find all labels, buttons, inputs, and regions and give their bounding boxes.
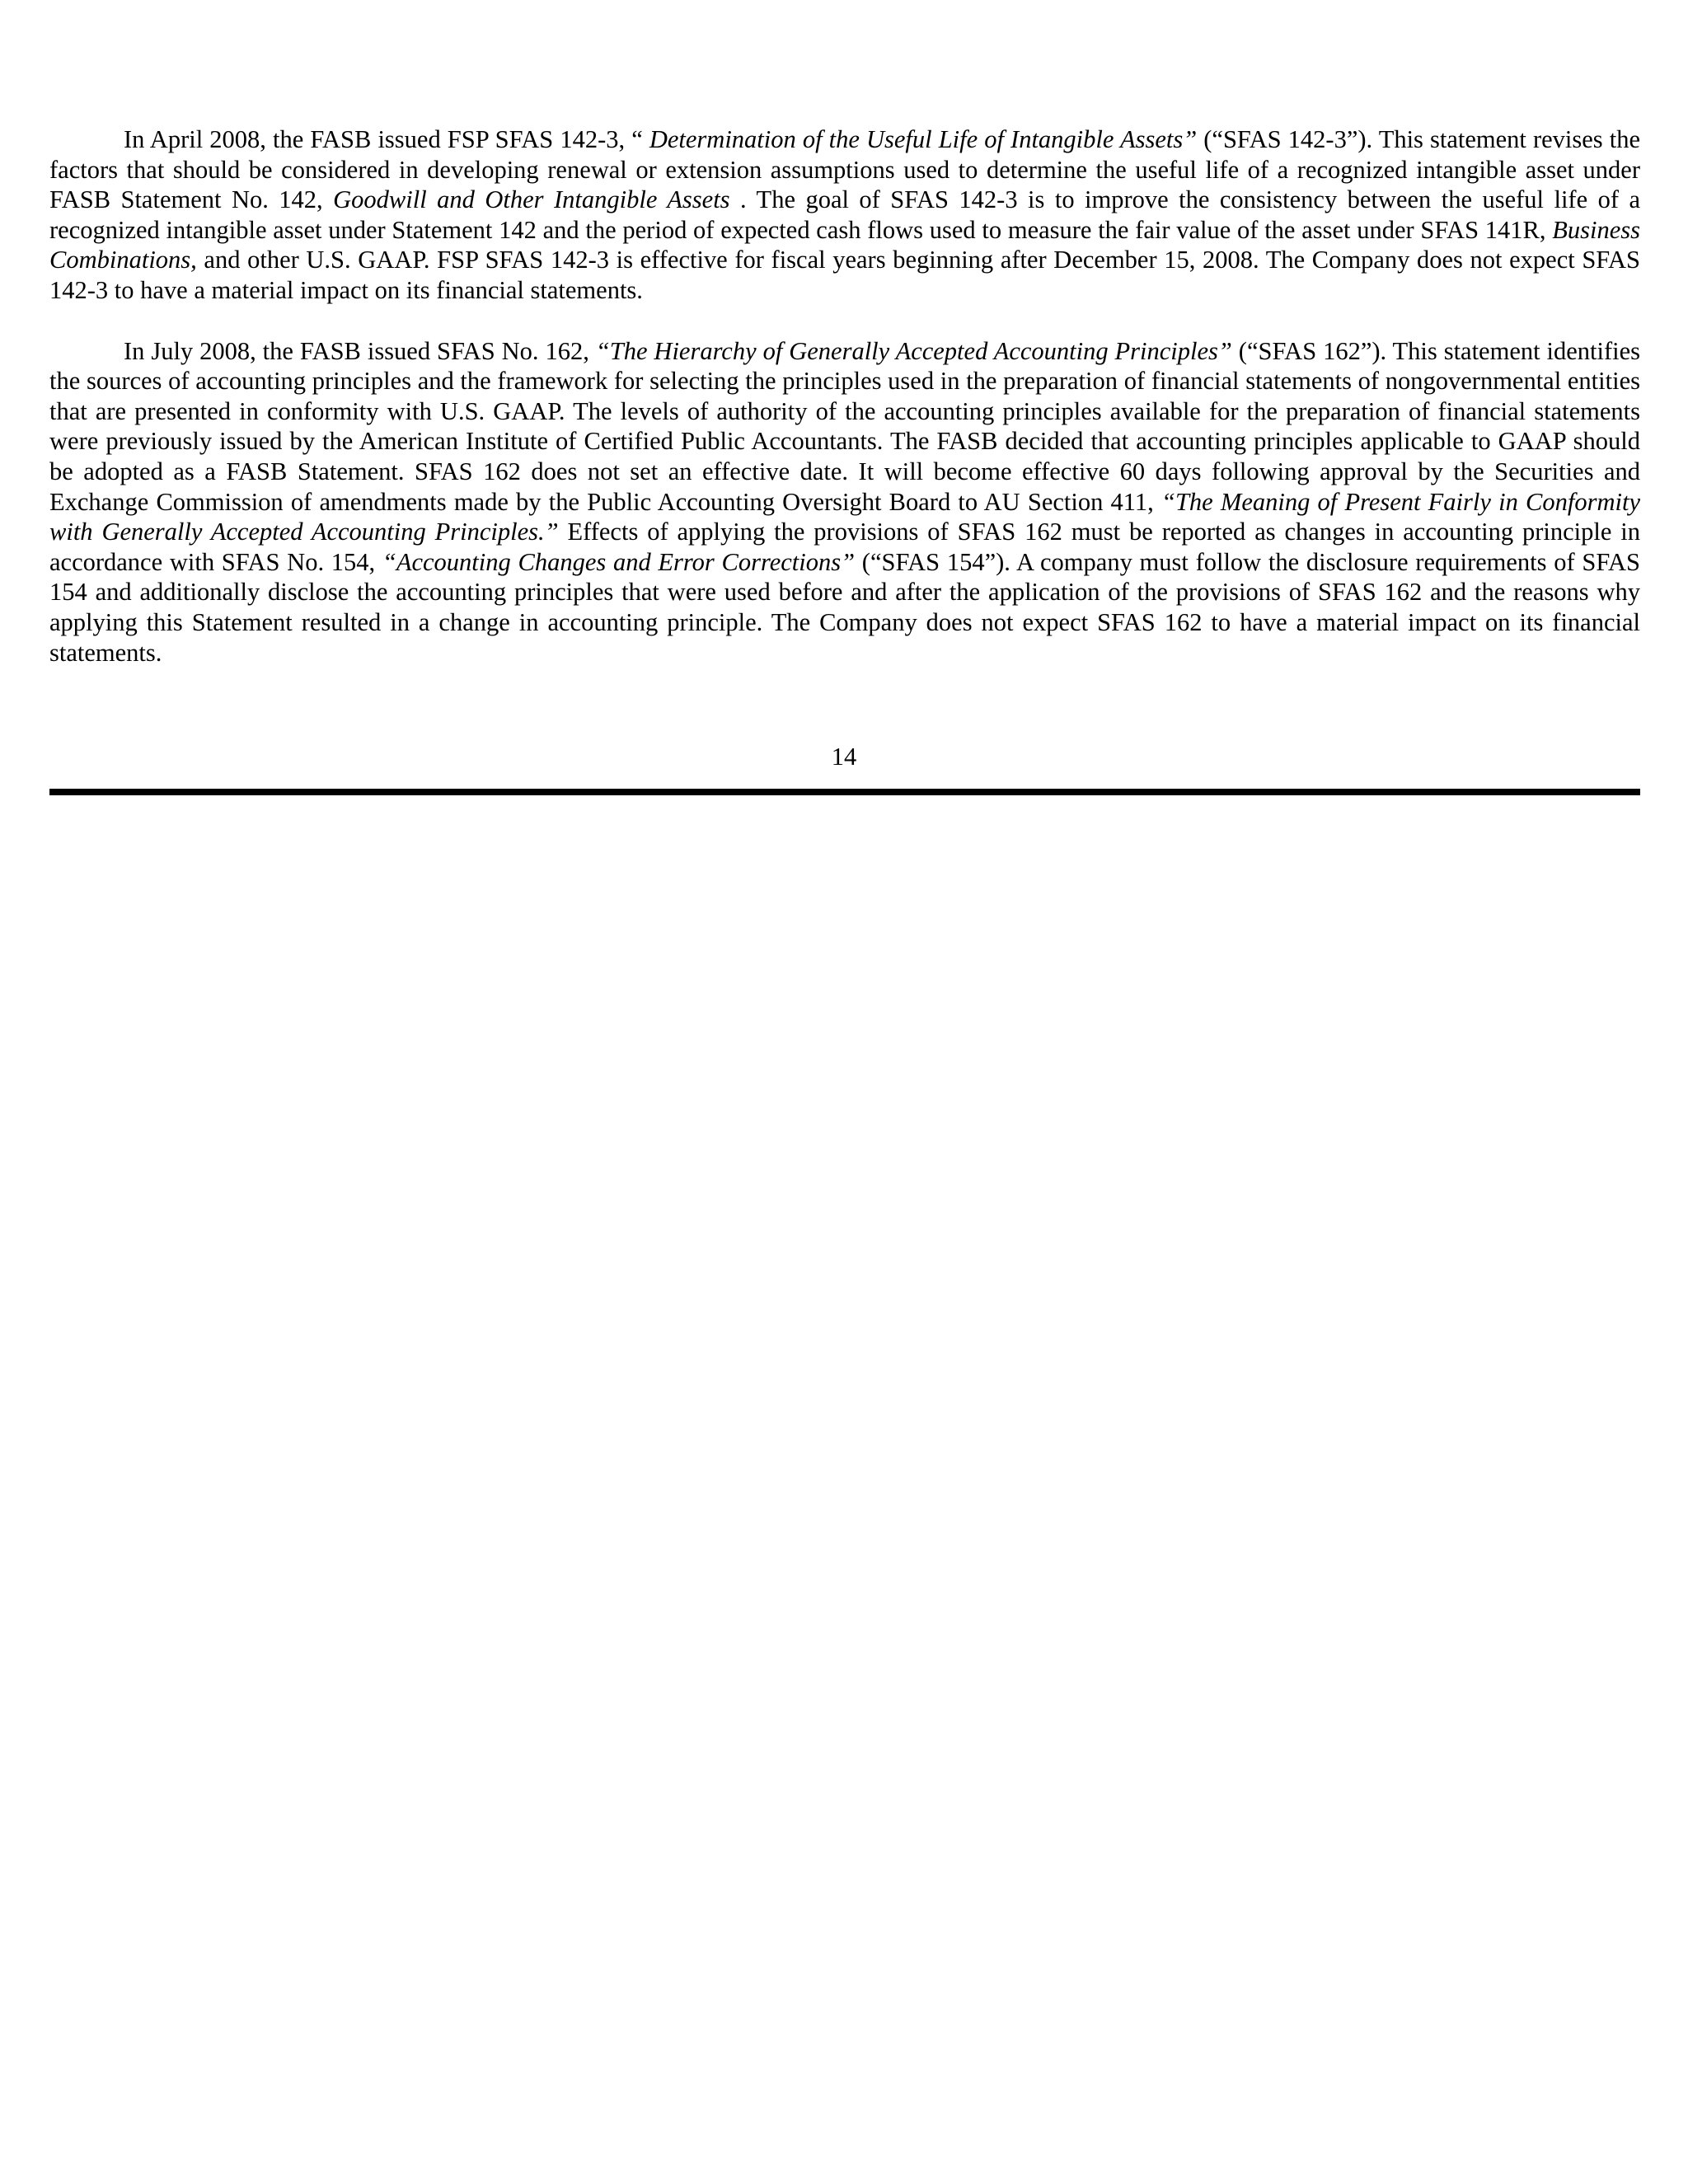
text-segment: In July 2008, the FASB issued SFAS No. 162, [124, 336, 596, 365]
text-segment: (“SFAS 162”). This statement identifies the sources of accounting principles and the framework for selecting the principles used in the preparation of financial statements of nongovernmental entities that are presented in conformity with U.S. GAAP. The levels of authority of the accounting principles available for the preparation of financial statements were previously issued by the American Institute of Certified Public Accountants. The FASB decided that accounting principles applicable to GAAP should be adopted as a FASB Statement. SFAS 162 does not set an effective date. It will become effective 60 days following approval by the Securities and Exchange Commission of amendments made by the Public Accounting Oversight Board to AU Section 411, [49, 336, 1641, 516]
paragraph-fsp-sfas-142-3 [49, 124, 1640, 306]
italic-title-present-fairly: “The Meaning of Present Fairly in Conformity with Generally Accepted Accounting Principles.” [49, 487, 1640, 546]
italic-title-goodwill: Goodwill and Other Intangible Assets [333, 185, 730, 214]
footer-divider [49, 789, 1640, 795]
italic-title-accounting-changes: “Accounting Changes and Error Corrections” [382, 547, 856, 576]
page-number: 14 [831, 743, 857, 771]
text-segment: and other U.S. GAAP. FSP SFAS 142-3 is effective for fiscal years beginning after December 15, 2008. The Company does not expect SFAS 142-3 to have a material impact on its financial statements. [49, 246, 1640, 304]
text-segment: (“SFAS 142-3”). This statement revises the factors that should be considered in developing renewal or extension assumptions used to determine the useful life of a recognized intangible asset under FASB Statement No. 142, [49, 125, 1641, 214]
text-segment: (“SFAS 154”). A company must follow the disclosure requirements of SFAS 154 and additionally disclose the accounting principles that were used before and after the application of the provisions of SFAS 162 and the reasons why applying this Statement resulted in a change in accounting principle. The Company does not expect SFAS 162 to have a material impact on its financial statements. [49, 547, 1641, 667]
italic-title-business-combinations: Business Combinations, [49, 215, 1640, 274]
paragraph-sfas-162 [49, 336, 1640, 668]
italic-title-useful-life: Determination of the Useful Life of Intangible Assets” [649, 125, 1198, 153]
italic-title-hierarchy: “The Hierarchy of Generally Accepted Accounting Principles” [595, 336, 1232, 365]
document-body [49, 124, 1640, 668]
text-segment: In April 2008, the FASB issued FSP SFAS 142-3, “ [124, 125, 649, 153]
text-segment: . The goal of SFAS 142-3 is to improve the consistency between the useful life of a recognized intangible asset under Statement 142 and the period of expected cash flows used to measure the fair value of the asset under SFAS 141R, [49, 185, 1640, 244]
text-segment: Effects of applying the provisions of SFAS 162 must be reported as changes in accounting principle in accordance with SFAS No. 154, [49, 518, 1640, 576]
